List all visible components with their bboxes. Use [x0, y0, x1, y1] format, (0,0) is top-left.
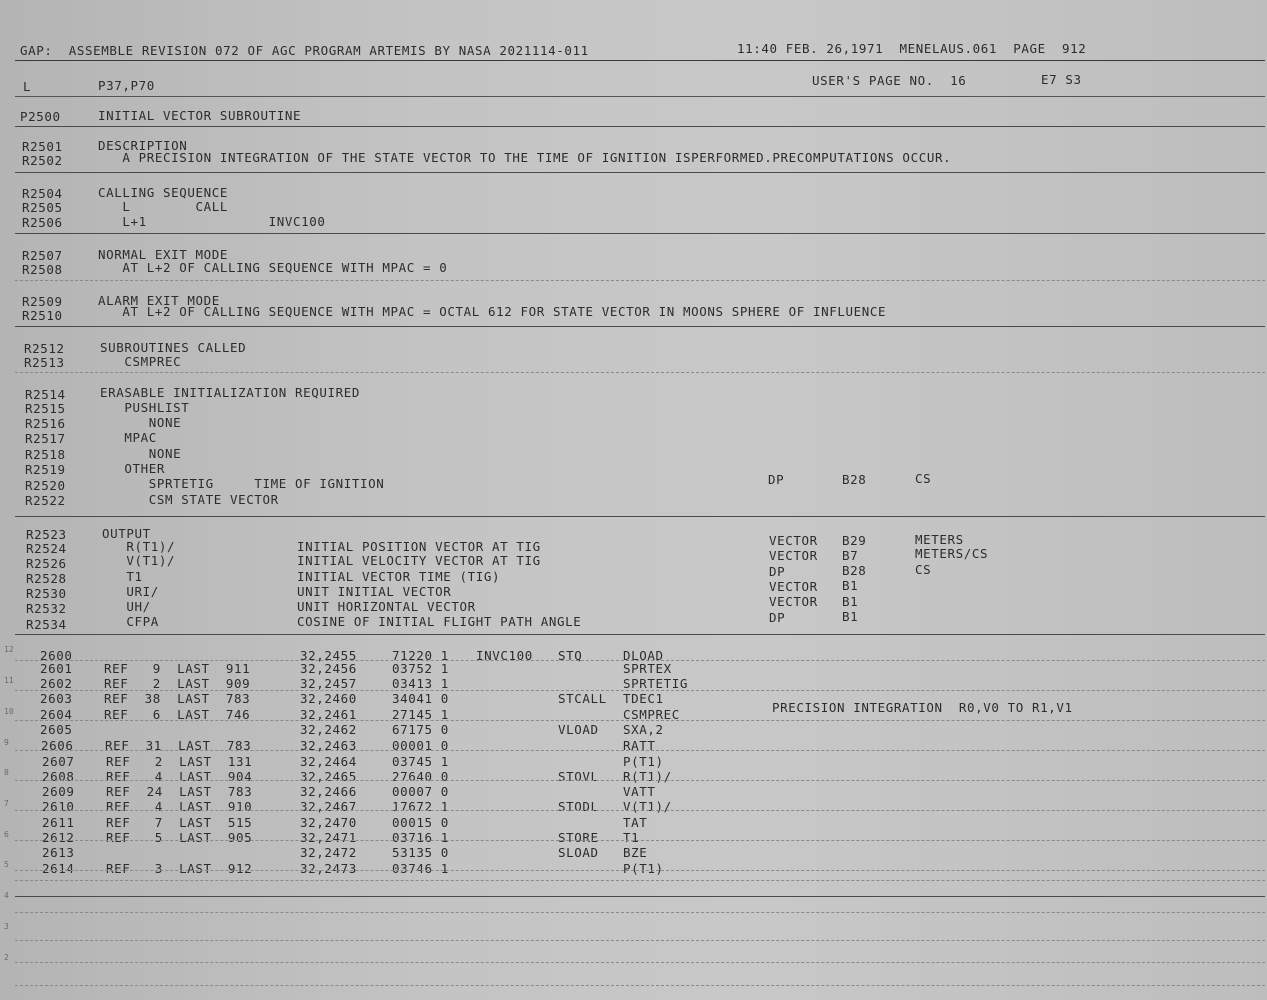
remark-text: OUTPUT: [102, 526, 151, 541]
page-code: E7 S3: [1041, 72, 1082, 87]
remark-text: ALARM EXIT MODE: [98, 293, 220, 308]
code-word: 53135 0: [392, 845, 449, 860]
code-word: 34041 0: [392, 691, 449, 706]
code-word: 03745 1: [392, 754, 449, 769]
margin-mark: 3: [4, 922, 9, 931]
margin-mark: 7: [4, 799, 9, 808]
unit-scale: B1: [842, 609, 859, 624]
unit-name: CS: [915, 471, 932, 486]
code-operand: SXA,2: [623, 722, 664, 737]
unit-scale: B1: [842, 578, 859, 593]
section-rule: [15, 233, 1265, 234]
remark-text: UH/ UNIT HORIZONTAL VECTOR: [102, 599, 476, 614]
code-line: 2603: [40, 691, 73, 706]
code-ref: REF 4 LAST 904: [106, 769, 253, 784]
remark-text: URI/ UNIT INITIAL VECTOR: [102, 584, 452, 599]
remark-id: R2522: [25, 493, 66, 508]
code-line: 2612: [42, 830, 75, 845]
remark-text: R(T1)/ INITIAL POSITION VECTOR AT TIG: [102, 539, 541, 554]
code-op: VLOAD: [558, 722, 599, 737]
code-operand: VATT: [623, 784, 656, 799]
remark-text: V(T1)/ INITIAL VELOCITY VECTOR AT TIG: [102, 553, 541, 568]
remark-text: AT L+2 OF CALLING SEQUENCE WITH MPAC = OCTAL 612 FOR STATE VECTOR IN MOONS SPHERE OF INFLUENCE: [98, 304, 887, 319]
remark-text: PUSHLIST: [100, 400, 190, 415]
code-addr: 32,2465: [300, 769, 357, 784]
remark-id: R2515: [25, 401, 66, 416]
remark-id: R2502: [22, 153, 63, 168]
code-word: 71220 1: [392, 648, 449, 663]
remark-text: MPAC: [100, 430, 157, 445]
blank-rule: [15, 912, 1265, 913]
code-addr: 32,2464: [300, 754, 357, 769]
unit-scale: B28: [842, 472, 867, 487]
blank-rule: [15, 896, 1265, 897]
unit-name: METERS/CS: [915, 546, 989, 561]
page-title: INITIAL VECTOR SUBROUTINE: [98, 108, 302, 123]
code-ref: REF 38 LAST 783: [104, 691, 251, 706]
section-rule: [15, 280, 1265, 281]
margin-mark: 4: [4, 891, 9, 900]
remark-id: R2516: [25, 416, 66, 431]
code-word: 00015 0: [392, 815, 449, 830]
code-word: 03752 1: [392, 661, 449, 676]
remark-text: A PRECISION INTEGRATION OF THE STATE VECTOR TO THE TIME OF IGNITION ISPERFORMED.PRECOMPUTATIONS OCCUR.: [98, 150, 952, 165]
code-ref: REF 31 LAST 783: [105, 738, 252, 753]
remark-id: R2501: [22, 139, 63, 154]
code-line: 2601: [40, 661, 73, 676]
code-word: 03716 1: [392, 830, 449, 845]
code-addr: 32,2466: [300, 784, 357, 799]
remark-text: CALLING SEQUENCE: [98, 185, 229, 200]
margin-mark: 8: [4, 768, 9, 777]
remark-id: R2518: [25, 447, 66, 462]
unit-type: DP: [769, 610, 786, 625]
remark-id: R2506: [22, 215, 63, 230]
code-addr: 32,2460: [300, 691, 357, 706]
code-ref: REF 9 LAST 911: [104, 661, 251, 676]
remark-id: R2509: [22, 294, 63, 309]
code-operand: V(T1)/: [623, 799, 672, 814]
remark-text: OTHER: [100, 461, 166, 476]
code-op: STCALL: [558, 691, 607, 706]
remark-text: T1 INITIAL VECTOR TIME (TIG): [102, 569, 501, 584]
code-rule: [15, 840, 1265, 841]
remark-id: R2528: [26, 571, 67, 586]
code-operand: SPRTETIG: [623, 676, 689, 691]
code-op: STOVL: [558, 769, 599, 784]
code-word: 03746 1: [392, 861, 449, 876]
remark-id: R2526: [26, 556, 67, 571]
blank-rule: [15, 880, 1265, 881]
listing-header-left: GAP: ASSEMBLE REVISION 072 OF AGC PROGRAM ARTEMIS BY NASA 2021114-011: [20, 43, 589, 58]
unit-type: VECTOR: [769, 579, 818, 594]
remark-id: R2510: [22, 308, 63, 323]
remark-text: AT L+2 OF CALLING SEQUENCE WITH MPAC = 0: [98, 260, 448, 275]
unit-type: VECTOR: [769, 548, 818, 563]
margin-mark: 2: [4, 953, 9, 962]
code-line: 2611: [42, 815, 75, 830]
code-rule: [15, 750, 1265, 751]
code-line: 2608: [42, 769, 75, 784]
header-rule: [15, 60, 1265, 61]
section-rule: [15, 172, 1265, 173]
subheader-rule: [15, 96, 1265, 97]
remark-id: R2507: [22, 248, 63, 263]
code-operand: SPRTEX: [623, 661, 672, 676]
remark-id: R2514: [25, 387, 66, 402]
code-operand: T1: [623, 830, 640, 845]
section-rule: [15, 634, 1265, 635]
code-line: 2607: [42, 754, 75, 769]
code-line: 2614: [42, 861, 75, 876]
code-line: 2600: [40, 648, 73, 663]
code-operand: DLOAD: [623, 648, 664, 663]
section-rule: [15, 326, 1265, 327]
remark-text: L CALL: [98, 199, 229, 214]
remark-id: R2517: [25, 431, 66, 446]
remark-id: R2512: [24, 341, 65, 356]
unit-type: VECTOR: [769, 533, 818, 548]
code-op: STORE: [558, 830, 599, 845]
code-operand: TAT: [623, 815, 648, 830]
remark-id: R2520: [25, 478, 66, 493]
code-rule: [15, 660, 1265, 661]
code-addr: 32,2467: [300, 799, 357, 814]
remark-text: SUBROUTINES CALLED: [100, 340, 247, 355]
code-ref: REF 2 LAST 131: [106, 754, 253, 769]
code-addr: 32,2470: [300, 815, 357, 830]
code-operand: TDEC1: [623, 691, 664, 706]
remark-id: R2508: [22, 262, 63, 277]
margin-mark: 12: [4, 645, 14, 654]
code-word: 03413 1: [392, 676, 449, 691]
listing-header-right: 11:40 FEB. 26,1971 MENELAUS.061 PAGE 912: [737, 41, 1087, 56]
margin-mark: 5: [4, 860, 9, 869]
code-ref: REF 2 LAST 909: [104, 676, 251, 691]
column-letter: L: [23, 79, 32, 94]
remark-text: NONE: [100, 415, 182, 430]
unit-scale: B29: [842, 533, 867, 548]
code-addr: 32,2471: [300, 830, 357, 845]
code-addr: 32,2455: [300, 648, 357, 663]
code-addr: 32,2462: [300, 722, 357, 737]
code-line: 2609: [42, 784, 75, 799]
code-operand: RATT: [623, 738, 656, 753]
code-word: 27145 1: [392, 707, 449, 722]
code-ref: REF 4 LAST 910: [106, 799, 253, 814]
code-addr: 32,2457: [300, 676, 357, 691]
blank-rule: [15, 985, 1265, 986]
precision-comment: PRECISION INTEGRATION R0,V0 TO R1,V1: [772, 700, 1073, 715]
program-id: P37,P70: [98, 78, 155, 93]
margin-mark: 6: [4, 830, 9, 839]
unit-scale: B28: [842, 563, 867, 578]
remark-id: R2513: [24, 355, 65, 370]
code-operand: CSMPREC: [623, 707, 680, 722]
code-line: 2610: [42, 799, 75, 814]
remark-id: R2519: [25, 462, 66, 477]
remark-text: NORMAL EXIT MODE: [98, 247, 229, 262]
unit-type: DP: [768, 472, 785, 487]
code-word: 00001 0: [392, 738, 449, 753]
unit-name: CS: [915, 562, 932, 577]
remark-id: R2524: [26, 541, 67, 556]
remark-id: R2523: [26, 527, 67, 542]
blank-rule: [15, 962, 1265, 963]
margin-mark: 11: [4, 676, 14, 685]
code-rule: [15, 690, 1265, 691]
remark-id: R2534: [26, 617, 67, 632]
code-operand: P(T1): [623, 754, 664, 769]
margin-mark: 10: [4, 707, 14, 716]
section-rule: [15, 372, 1265, 373]
unit-name: METERS: [915, 532, 964, 547]
code-ref: REF 24 LAST 783: [106, 784, 253, 799]
remark-text: CSM STATE VECTOR: [100, 492, 279, 507]
remark-text: DESCRIPTION: [98, 138, 188, 153]
code-word: 27640 0: [392, 769, 449, 784]
code-op: STODL: [558, 799, 599, 814]
code-ref: REF 6 LAST 746: [104, 707, 251, 722]
remark-id: R2504: [22, 186, 63, 201]
code-ref: REF 5 LAST 905: [106, 830, 253, 845]
code-word: 17672 1: [392, 799, 449, 814]
code-rule: [15, 870, 1265, 871]
unit-type: VECTOR: [769, 594, 818, 609]
remark-text: SPRTETIG TIME OF IGNITION: [100, 476, 385, 491]
section-rule: [15, 126, 1265, 127]
code-word: 00007 0: [392, 784, 449, 799]
code-line: 2613: [42, 845, 75, 860]
code-addr: 32,2473: [300, 861, 357, 876]
code-op: SLOAD: [558, 845, 599, 860]
code-operand: BZE: [623, 845, 648, 860]
remark-text: CFPA COSINE OF INITIAL FLIGHT PATH ANGLE: [102, 614, 582, 629]
code-line: 2605: [40, 722, 73, 737]
code-line: 2606: [41, 738, 74, 753]
remark-text: NONE: [100, 446, 182, 461]
unit-scale: B7: [842, 548, 859, 563]
code-word: 67175 0: [392, 722, 449, 737]
remark-id: R2532: [26, 601, 67, 616]
code-rule: [15, 810, 1265, 811]
code-operand: R(T1)/: [623, 769, 672, 784]
remark-text: CSMPREC: [100, 354, 182, 369]
remark-text: L+1 INVC100: [98, 214, 326, 229]
code-addr: 32,2463: [300, 738, 357, 753]
code-addr: 32,2456: [300, 661, 357, 676]
title-line-id: P2500: [20, 109, 61, 124]
code-operand: P(T1): [623, 861, 664, 876]
remark-text: ERASABLE INITIALIZATION REQUIRED: [100, 385, 361, 400]
code-addr: 32,2472: [300, 845, 357, 860]
code-rule: [15, 720, 1265, 721]
remark-id: R2530: [26, 586, 67, 601]
blank-rule: [15, 940, 1265, 941]
unit-type: DP: [769, 564, 786, 579]
code-label: INVC100: [476, 648, 533, 663]
code-addr: 32,2461: [300, 707, 357, 722]
code-op: STQ: [558, 648, 583, 663]
remark-id: R2505: [22, 200, 63, 215]
code-ref: REF 7 LAST 515: [106, 815, 253, 830]
section-rule: [15, 516, 1265, 517]
unit-scale: B1: [842, 594, 859, 609]
code-rule: [15, 780, 1265, 781]
code-line: 2604: [40, 707, 73, 722]
code-line: 2602: [40, 676, 73, 691]
code-ref: REF 3 LAST 912: [106, 861, 253, 876]
users-page-number: USER'S PAGE NO. 16: [812, 73, 967, 88]
margin-mark: 9: [4, 738, 9, 747]
